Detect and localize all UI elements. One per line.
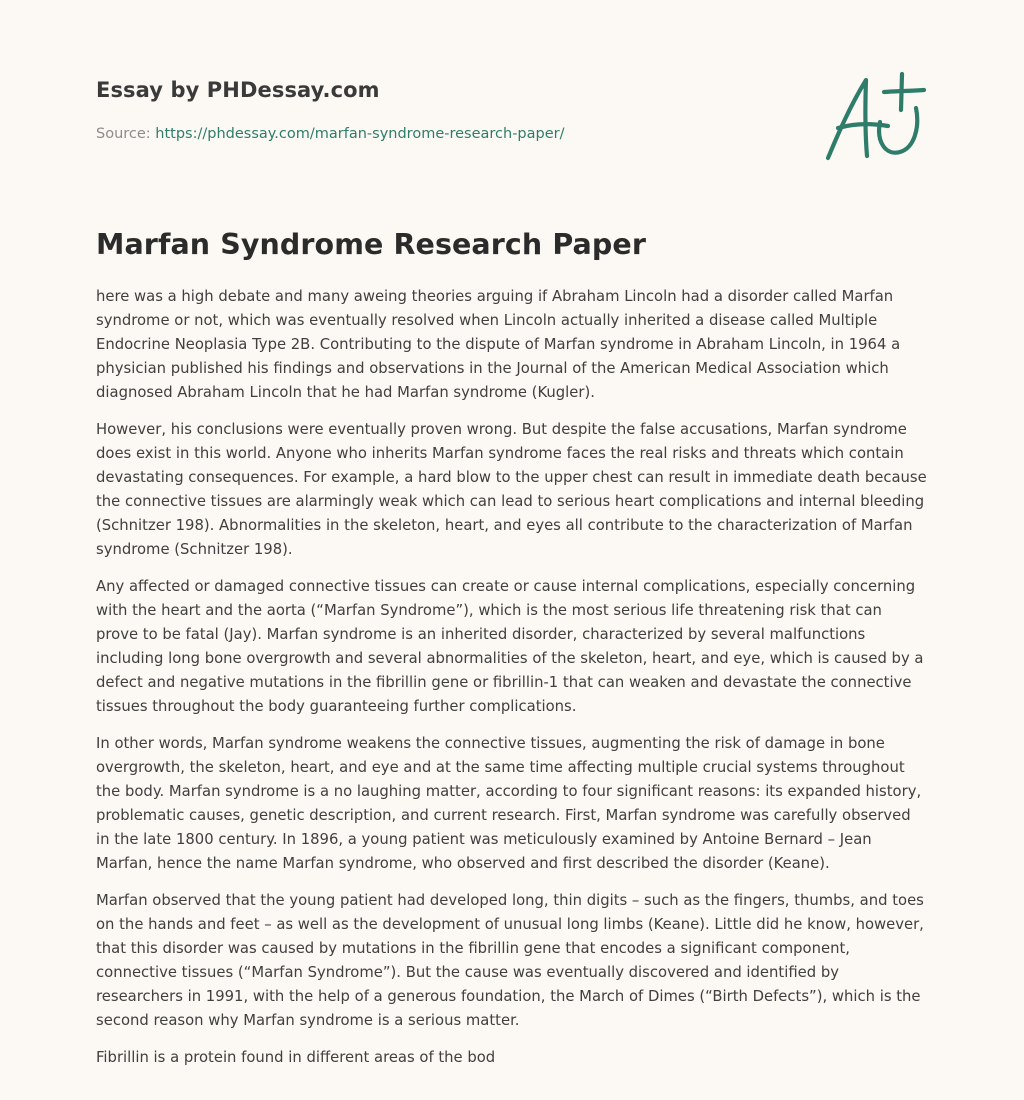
source-link[interactable]: https://phdessay.com/marfan-syndrome-research-paper/ — [155, 126, 565, 142]
essay-title: Marfan Syndrome Research Paper — [96, 228, 646, 261]
paragraph: Any affected or damaged connective tissues can create or cause internal complications, especially concerning with the heart and the aorta (“Marfan Syndrome”), which is the most serious life threatening risk that can prove to be fatal (Jay). Marfan syndrome is an inherited disorder, characterized by several malfunctions including long bone overgrowth and several abnormalities of the skeleton, heart, and eye, which is caused by a defect and negative mutations in the fibrillin gene or fibrillin-1 that can weaken and devastate the connective tissues throughout the body guaranteeing further complications. — [96, 578, 924, 715]
source-line — [96, 124, 565, 144]
source-label: Source: — [96, 126, 156, 142]
paragraph: Fibrillin is a protein found in different areas of the bod — [96, 1049, 496, 1066]
essay-header — [96, 76, 796, 142]
paragraph: However, his conclusions were eventually proven wrong. But despite the false accusations, Marfan syndrome does exist in this world. Anyone who inherits Marfan syndrome faces the real risks and threats which contain devastating consequences. For example, a hard blow to the upper chest can result in immediate death because the connective tissues are alarmingly weak which can lead to serious heart complications and internal bleeding (Schnitzer 198). Abnormalities in the skeleton, heart, and eyes all contribute to the characterization of Marfan syndrome (Schnitzer 198). — [96, 421, 927, 558]
essay-body — [96, 285, 928, 1083]
paragraph: here was a high debate and many aweing theories arguing if Abraham Lincoln had a disorder called Marfan syndrome or not, which was eventually resolved when Lincoln actually inherited a disease called Multiple Endocrine Neoplasia Type 2B. Contributing to the dispute of Marfan syndrome in Abraham Lincoln, in 1964 a physician published his findings and observations in the Journal of the American Medical Association which diagnosed Abraham Lincoln that he had Marfan syndrome (Kugler). — [96, 288, 901, 401]
brand-title: Essay by PHDessay.com — [96, 78, 380, 102]
paragraph: In other words, Marfan syndrome weakens the connective tissues, augmenting the risk of damage in bone overgrowth, the skeleton, heart, and eye and at the same time affecting multiple crucial systems throughout the body. Marfan syndrome is a no laughing matter, according to four significant reasons: its expanded history, problematic causes, genetic description, and current research. First, Marfan syndrome was carefully observed in the late 1800 century. In 1896, a young patient was meticulously examined by Antoine Bernard – Jean Marfan, hence the name Marfan syndrome, who observed and first described the disorder (Keane). — [96, 735, 922, 872]
paragraph: Marfan observed that the young patient had developed long, thin digits – such as the fingers, thumbs, and toes on the hands and feet – as well as the development of unusual long limbs (Keane). Little did he know, however, that this disorder was caused by mutations in the fibrillin gene that encodes a significant component, connective tissues (“Marfan Syndrome”). But the cause was eventually discovered and identified by researchers in 1991, with the help of a generous foundation, the March of Dimes (“Birth Defects”), which is the second reason why Marfan syndrome is a serious matter. — [96, 892, 924, 1029]
a-plus-logo-icon — [818, 66, 930, 166]
